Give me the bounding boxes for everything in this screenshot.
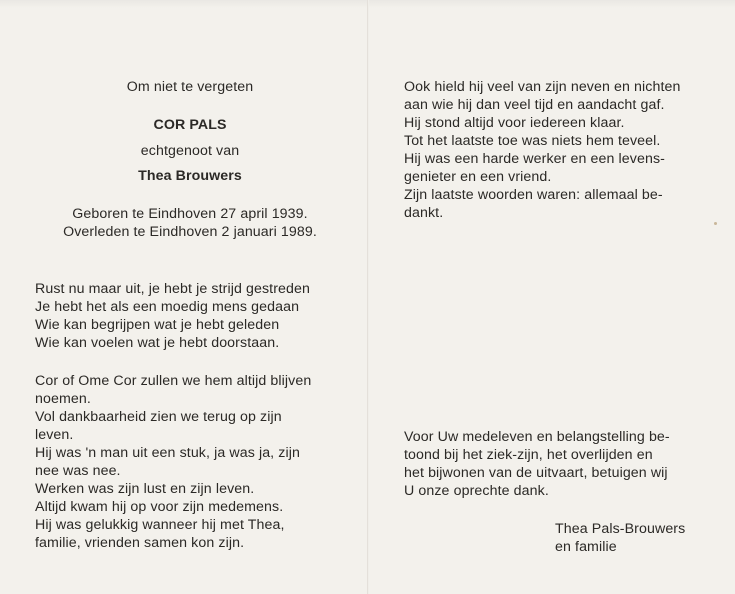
- tribute-line: Hij was 'n man uit een stuk, ja was ja, zijn: [35, 445, 300, 461]
- thanks-line: Voor Uw medeleven en belangstelling be-: [404, 429, 670, 445]
- tribute-line: Vol dankbaarheid zien we terug op zijn: [35, 409, 282, 425]
- relation-text: echtgenoot van: [140, 143, 240, 159]
- spouse-name: Thea Brouwers: [138, 168, 242, 184]
- memory-line: Tot het laatste toe was niets hem teveel.: [404, 133, 661, 149]
- tribute-line: Altijd kwam hij op voor zijn medemens.: [35, 499, 284, 515]
- center-fold: [367, 0, 369, 594]
- tribute-line: familie, vrienden samen kon zijn.: [35, 535, 245, 551]
- poem-line: Wie kan begrijpen wat je hebt geleden: [35, 317, 280, 333]
- memory-line: dankt.: [404, 205, 444, 221]
- memory-line: Zijn laatste woorden waren: allemaal be-: [404, 187, 663, 203]
- paper-speck: [714, 222, 717, 225]
- tribute-line: leven.: [35, 427, 74, 443]
- thanks-line: toond bij het ziek-zijn, het overlijden en: [404, 447, 653, 463]
- memory-line: Hij stond altijd voor iedereen klaar.: [404, 115, 625, 131]
- signature-line: en familie: [555, 539, 617, 555]
- death-line: Overleden te Eindhoven 2 januari 1989.: [63, 224, 317, 240]
- tribute-line: Cor of Ome Cor zullen we hem altijd blijven: [35, 373, 312, 389]
- poem-line: Rust nu maar uit, je hebt je strijd gestreden: [35, 281, 310, 297]
- memory-line: aan wie hij dan veel tijd en aandacht gaf.: [404, 97, 665, 113]
- tribute-line: Hij was gelukkig wanneer hij met Thea,: [35, 517, 285, 533]
- tribute-line: nee was nee.: [35, 463, 121, 479]
- thanks-line: U onze oprechte dank.: [404, 483, 549, 499]
- memory-line: Ook hield hij veel van zijn neven en nichten: [404, 79, 681, 95]
- signature-line: Thea Pals-Brouwers: [555, 521, 686, 537]
- tribute-line: Werken was zijn lust en zijn leven.: [35, 481, 255, 497]
- memory-line: Hij was een harde werker en een levens-: [404, 151, 665, 167]
- deceased-name: COR PALS: [153, 117, 227, 133]
- birth-line: Geboren te Eindhoven 27 april 1939.: [72, 206, 308, 222]
- memory-line: genieter en een vriend.: [404, 169, 552, 185]
- poem-line: Je hebt het als een moedig mens gedaan: [35, 299, 300, 315]
- intro-text: Om niet te vergeten: [126, 79, 254, 95]
- tribute-line: noemen.: [35, 391, 91, 407]
- thanks-line: het bijwonen van de uitvaart, betuigen wij: [404, 465, 668, 481]
- poem-line: Wie kan voelen wat je hebt doorstaan.: [35, 335, 280, 351]
